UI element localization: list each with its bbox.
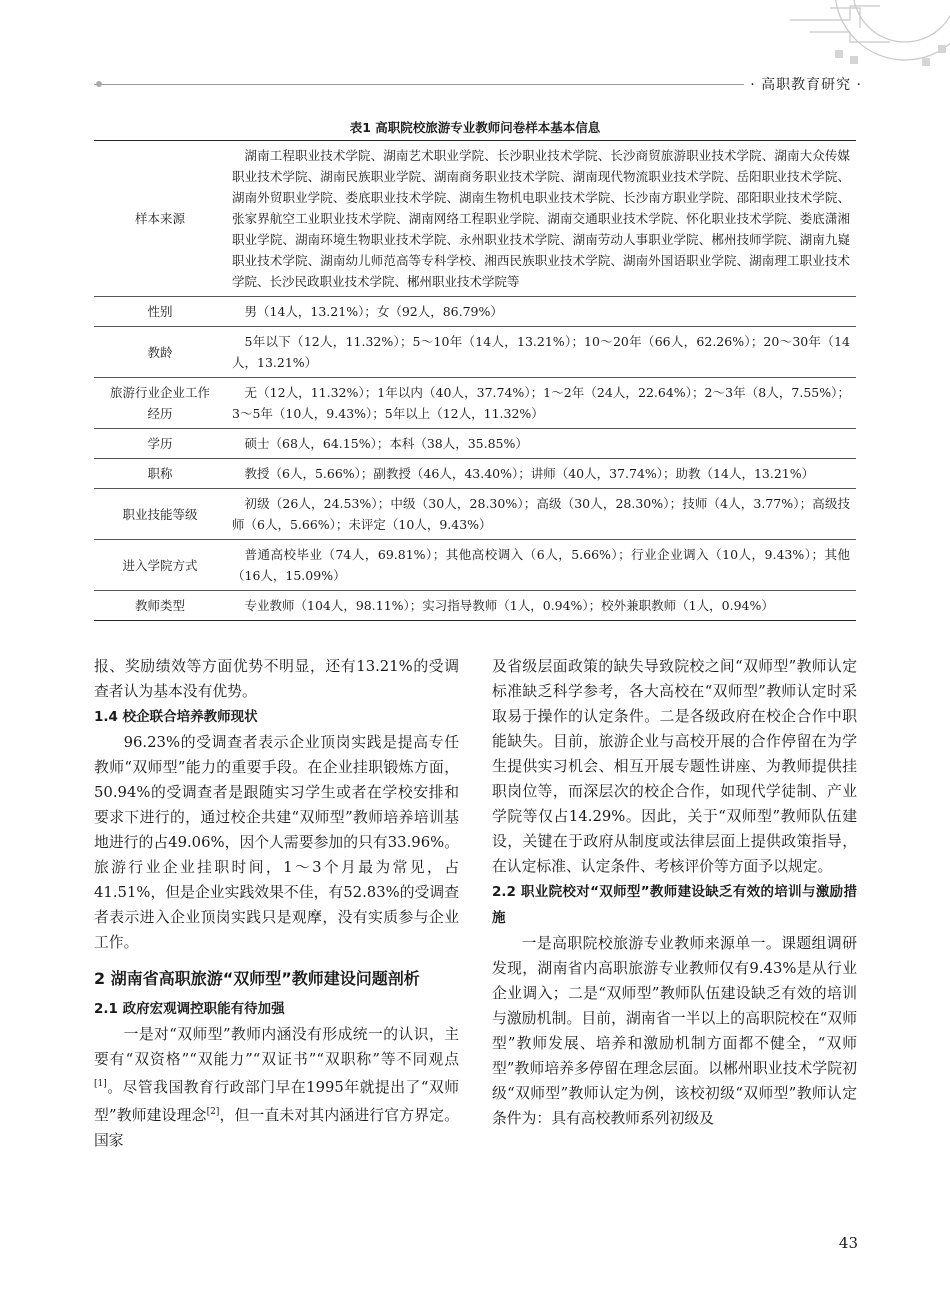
row-value: 教授（6人，5.66%）；副教授（46人，43.40%）；讲师（40人，37.74%）；助教（14人，13.21%） xyxy=(226,459,856,489)
row-label: 样本来源 xyxy=(94,141,226,297)
row-label: 职业技能等级 xyxy=(94,489,226,540)
table-title: 表1 高职院校旅游专业教师问卷样本基本信息 xyxy=(349,120,601,135)
citation-ref: [1] xyxy=(94,1079,107,1089)
paragraph-text: 一是对“双师型”教师内涵没有形成统一的认识，主要有“双资格”“双能力”“双证书”“双职称”等不同观点 xyxy=(94,1026,459,1068)
row-value: 5年以下（12人，11.32%）；5～10年（14人，13.21%）；10～20年（66人，62.26%）；20～30年（14人，13.21%） xyxy=(226,327,856,378)
row-value: 无（12人，11.32%）；1年以内（40人，37.74%）；1～2年（24人，22.64%）；2～3年（8人，7.55%）；3～5年（10人，9.43%）；5年以上（12人，11.32%） xyxy=(226,378,856,429)
paragraph: 报、奖励绩效等方面优势不明显，还有13.21%的受调查者认为基本没有优势。 xyxy=(94,658,459,700)
table-row xyxy=(94,297,856,327)
row-value: 男（14人，13.21%）；女（92人，86.79%） xyxy=(226,297,856,327)
sample-info-table xyxy=(94,140,856,621)
table-row xyxy=(94,429,856,459)
row-value: 初级（26人，24.53%）；中级（30人，28.30%）；高级（30人，28.30%）；技师（4人，3.77%）；高级技师（6人，5.66%）；未评定（10人，9.43%） xyxy=(226,489,856,540)
row-label: 性别 xyxy=(94,297,226,327)
row-label: 教龄 xyxy=(94,327,226,378)
citation-ref: [2] xyxy=(206,1106,220,1117)
row-value: 普通高校毕业（74人，69.81%）；其他高校调入（6人，5.66%）；行业企业调入（10人，9.43%）；其他（16人，15.09%） xyxy=(226,540,856,591)
section-heading-2: 2 湖南省高职旅游“双师型”教师建设问题剖析 xyxy=(94,969,420,988)
row-value: 硕士（68人，64.15%）；本科（38人，35.85%） xyxy=(226,429,856,459)
row-label: 进入学院方式 xyxy=(94,540,226,591)
table-row xyxy=(94,459,856,489)
paragraph: 及省级层面政策的缺失导致院校之间“双师型”教师认定标准缺乏科学参考，各大高校在“双师型”教师认定时采取易于操作的认定条件。二是各级政府在校企合作中职能缺失。目前，旅游企业与高校开展的合作停留在为学生提供实习机会、相互开展专题性讲座、为教师提供挂职岗位等，而深层次的校企合作，如现代学徒制、产业学院等仅占14.29%。因此，关于“双师型”教师队伍建设，关键在于政府从制度或法律层面上提供政策指导，在认定标准、认定条件、考核评价等方面予以规定。 xyxy=(492,658,857,875)
header-gear-decoration xyxy=(690,0,950,80)
paragraph-text: ，但一直未对其内涵进行官方界定。国家 xyxy=(94,1106,459,1149)
row-value: 湖南工程职业技术学院、湖南艺术职业学院、长沙职业技术学院、长沙商贸旅游职业技术学院、湖南大众传媒职业技术学院、湖南民族职业学院、湖南商务职业技术学院、湖南现代物流职业技术学院、岳阳职业技术学院、湖南外贸职业学院、娄底职业技术学院、湖南生物机电职业技术学院、长沙南方职业学院、邵阳职业技术学院、张家界航空工业职业技术学院、湖南网络工程职业学院、湖南交通职业技术学院、怀化职业技术学院、娄底潇湘职业学院、湖南环境生物职业技术学院、永州职业技术学院、湖南劳动人事职业学院、郴州技师学院、湖南九嶷职业技术学院、湖南幼儿师范高等专科学校、湘西民族职业技术学院、湖南外国语职业学院、湖南理工职业技术学院、长沙民政职业技术学院、郴州职业技术学院等 xyxy=(226,141,856,297)
right-column xyxy=(492,654,857,1131)
paragraph: 96.23%的受调查者表示企业顶岗实践是提高专任教师“双师型”能力的重要手段。在企业挂职锻炼方面，50.94%的受调查者是跟随实习学生或者在学校安排和要求下进行的，通过校企共建“双师型”教师培养培训基地进行的占49.06%，因个人需要参加的只有33.96%。旅游行业企业挂职时间，1～3个月最为常见，占41.51%，但是企业实践效果不佳，有52.83%的受调查者表示进入企业顶岗实践只是观摩，没有实质参与企业工作。 xyxy=(94,734,459,951)
table-row xyxy=(94,591,856,621)
paragraph: 一是高职院校旅游专业教师来源单一。课题组调研发现，湖南省内高职旅游专业教师仅有9.43%是从行业企业调入；二是“双师型”教师队伍建设缺乏有效的培训与激励机制。目前，湖南省一半以上的高职院校在“双师型”教师发展、培养和激励机制方面都不健全，“双师型”教师培养多停留在理念层面。以郴州职业技术学院初级“双师型”教师认定为例，该校初级“双师型”教师认定条件为：具有高校教师系列初级及 xyxy=(492,935,857,1127)
section-heading-1-4: 1.4 校企联合培养教师现状 xyxy=(94,709,258,725)
row-label: 教师类型 xyxy=(94,591,226,621)
section-heading-2-1: 2.1 政府宏观调控职能有待加强 xyxy=(94,1001,285,1017)
paragraph-text: 。尽管我国教育行政部门早在1995年就提出了“双师型”教师建设理念 xyxy=(94,1078,459,1124)
section-heading-2-2: 2.2 职业院校对“双师型”教师建设缺乏有效的培训与激励措施 xyxy=(492,884,857,926)
table-row xyxy=(94,327,856,378)
page-number: 43 xyxy=(838,1234,858,1252)
row-label: 学历 xyxy=(94,429,226,459)
table-row xyxy=(94,489,856,540)
row-value: 专业教师（104人，98.11%）；实习指导教师（1人，0.94%）；校外兼职教师（1人，0.94%） xyxy=(226,591,856,621)
header-dots-decoration xyxy=(94,79,244,89)
table-row xyxy=(94,540,856,591)
journal-name: · 高职教育研究 · xyxy=(744,74,868,94)
left-column xyxy=(94,654,459,1153)
table-row xyxy=(94,141,856,297)
paragraph xyxy=(94,1022,459,1153)
row-label: 职称 xyxy=(94,459,226,489)
row-label: 旅游行业企业工作经历 xyxy=(94,378,226,429)
table-row xyxy=(94,378,856,429)
